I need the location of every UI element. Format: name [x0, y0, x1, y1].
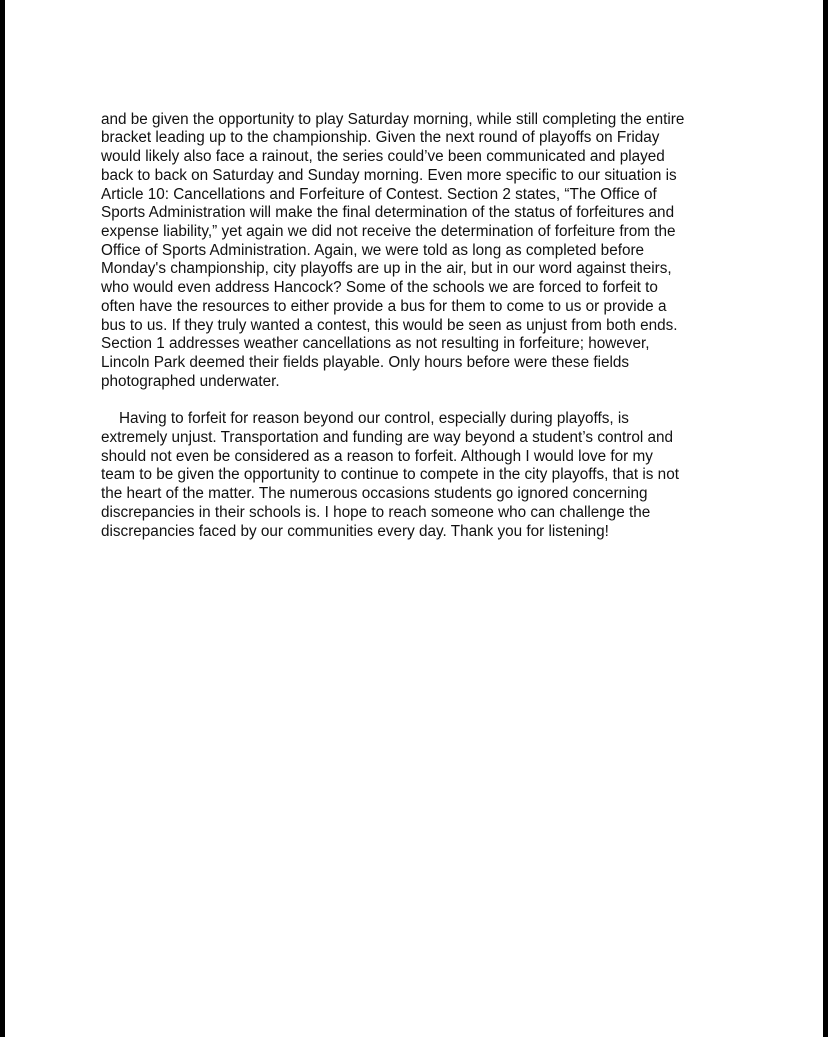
- paragraph: Having to forfeit for reason beyond our control, especially during playoffs, is extremely unjust. Transportation and funding are way beyond a student’s control and should not even be considered as a reason to forfeit. Although I would love for my team to be given the opportunity to continue to compete in the city playoffs, that is not the heart of the matter. The numerous occasions students go ignored concerning discrepancies in their schools is. I hope to reach someone who can challenge the discrepancies faced by our communities every day. Thank you for listening!: [101, 410, 679, 540]
- paragraph: and be given the opportunity to play Saturday morning, while still completing the entire bracket leading up to the championship. Given the next round of playoffs on Friday would likely also face a rainout, the series could’ve been communicated and played back to back on Saturday and Sunday morning. Even more specific to our situation is Article 10: Cancellations and Forfeiture of Contest. Section 2 states, “The Office of Sports Administration will make the final determination of the status of forfeitures and expense liability,” yet again we did not receive the determination of forfeiture from the Office of Sports Administration. Again, we were told as long as completed before Monday's championship, city playoffs are up in the air, but in our word against theirs, who would even address Hancock? Some of the schools we are forced to forfeit to often have the resources to either provide a bus for them to come to us or provide a bus to us. If they truly wanted a contest, this would be seen as unjust from both ends. Section 1 addresses weather cancellations as not resulting in forfeiture; however, Lincoln Park deemed their fields playable. Only hours before were these fields photographed underwater.: [101, 110, 685, 390]
- document-body: [101, 92, 741, 560]
- right-border: [823, 0, 828, 1037]
- document-page: [5, 0, 823, 1037]
